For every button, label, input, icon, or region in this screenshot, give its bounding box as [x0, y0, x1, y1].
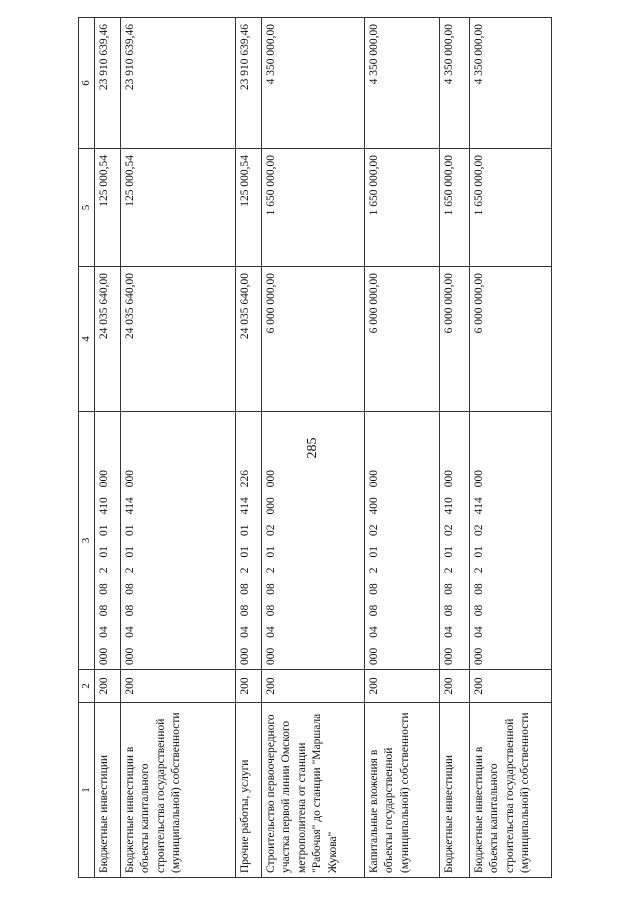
column-header: 4	[79, 267, 95, 412]
code-part: 2	[367, 567, 380, 574]
code-part: 000	[264, 470, 277, 488]
row-name: Капитальные вложения в объекты государственной (муниципальной) собственности	[364, 703, 439, 878]
code-part: 000	[238, 647, 251, 665]
code-part: 08	[238, 604, 251, 617]
code-part: 08	[367, 604, 380, 617]
code-part: 2	[442, 567, 455, 574]
budget-table	[78, 17, 552, 878]
code-part: 08	[442, 604, 455, 617]
row-name: Бюджетные инвестиции в объекты капитального строительства государственной (муниципальной) собственности	[469, 703, 551, 878]
code-part: 000	[123, 470, 136, 488]
amount-col5: 125 000,54	[120, 149, 235, 267]
classification-code	[235, 412, 261, 670]
code-part: 2	[97, 567, 110, 574]
classification-code	[469, 412, 551, 670]
column-header: 1	[79, 703, 95, 878]
code-part: 000	[123, 647, 136, 665]
column-header: 6	[79, 18, 95, 149]
code-part: 000	[97, 647, 110, 665]
code-part: 000	[264, 647, 277, 665]
classification-code	[439, 412, 469, 670]
code-part: 01	[238, 524, 251, 536]
amount-col4: 24 035 640,00	[120, 267, 235, 412]
code-part: 01	[238, 546, 251, 558]
code-part: 04	[472, 626, 485, 638]
amount-col5: 1 650 000,00	[439, 149, 469, 267]
code-part: 08	[442, 583, 455, 595]
amount-col4: 6 000 000,00	[469, 267, 551, 412]
classification-code	[120, 412, 235, 670]
code-part: 410	[442, 497, 455, 515]
amount-col6: 4 350 000,00	[439, 18, 469, 149]
code-part: 2	[264, 567, 277, 574]
code-part: 01	[264, 546, 277, 558]
code-part: 08	[264, 604, 277, 617]
code-part: 410	[97, 497, 110, 515]
table-row	[439, 18, 469, 878]
row-code: 200	[364, 670, 439, 703]
code-part: 000	[442, 647, 455, 665]
amount-col4: 6 000 000,00	[439, 267, 469, 412]
amount-col6: 23 910 639,46	[94, 18, 120, 149]
code-part: 414	[472, 497, 485, 515]
code-part: 226	[238, 470, 251, 488]
code-part: 2	[123, 567, 136, 574]
code-part: 000	[97, 470, 110, 488]
column-header: 3	[79, 412, 95, 670]
code-part: 000	[367, 647, 380, 665]
code-part: 01	[472, 546, 485, 558]
row-code: 200	[439, 670, 469, 703]
classification-code	[364, 412, 439, 670]
classification-code	[94, 412, 120, 670]
rotated-table-container	[78, 18, 550, 878]
table-row	[364, 18, 439, 878]
code-part: 08	[472, 604, 485, 617]
row-name: Строительство первоочередного участка первой линии Омского метрополитена от станции "Рабочая" до станции "Маршала Жукова"	[261, 703, 364, 878]
code-part: 02	[367, 524, 380, 536]
table-row	[261, 18, 364, 878]
row-name: Бюджетные инвестиции	[439, 703, 469, 878]
code-part: 08	[367, 583, 380, 595]
code-part: 2	[472, 567, 485, 574]
amount-col5: 1 650 000,00	[364, 149, 439, 267]
row-code: 200	[469, 670, 551, 703]
code-part: 414	[123, 497, 136, 515]
amount-col5: 125 000,54	[94, 149, 120, 267]
code-part: 04	[238, 626, 251, 638]
code-part: 01	[367, 546, 380, 558]
code-part: 08	[97, 604, 110, 617]
code-part: 04	[264, 626, 277, 638]
code-part: 08	[238, 583, 251, 595]
amount-col4: 6 000 000,00	[364, 267, 439, 412]
amount-col6: 23 910 639,46	[120, 18, 235, 149]
code-part: 04	[123, 626, 136, 638]
row-code: 200	[120, 670, 235, 703]
table-row	[235, 18, 261, 878]
code-part: 000	[472, 470, 485, 488]
row-name: Бюджетные инвестиции в объекты капитального строительства государственной (муниципальной) собственности	[120, 703, 235, 878]
amount-col6: 4 350 000,00	[364, 18, 439, 149]
amount-col5: 1 650 000,00	[469, 149, 551, 267]
code-part: 04	[367, 626, 380, 638]
code-part: 01	[97, 524, 110, 536]
amount-col4: 24 035 640,00	[235, 267, 261, 412]
row-name: Бюджетные инвестиции	[94, 703, 120, 878]
code-part: 000	[264, 497, 277, 515]
page-number: 285	[305, 437, 320, 459]
column-number-row	[79, 18, 95, 878]
code-part: 2	[238, 567, 251, 574]
amount-col6: 23 910 639,46	[235, 18, 261, 149]
code-part: 08	[123, 583, 136, 595]
row-name: Прочие работы, услуги	[235, 703, 261, 878]
table-row	[469, 18, 551, 878]
code-part: 000	[472, 647, 485, 665]
code-part: 08	[264, 583, 277, 595]
code-part: 08	[123, 604, 136, 617]
code-part: 04	[97, 626, 110, 638]
code-part: 02	[472, 524, 485, 536]
amount-col5: 125 000,54	[235, 149, 261, 267]
row-code: 200	[261, 670, 364, 703]
amount-col4: 24 035 640,00	[94, 267, 120, 412]
code-part: 400	[367, 497, 380, 515]
classification-code	[261, 412, 364, 670]
row-code: 200	[235, 670, 261, 703]
code-part: 01	[123, 546, 136, 558]
code-part: 04	[442, 626, 455, 638]
code-part: 414	[238, 497, 251, 515]
code-part: 000	[442, 470, 455, 488]
amount-col4: 6 000 000,00	[261, 267, 364, 412]
amount-col6: 4 350 000,00	[261, 18, 364, 149]
column-header: 5	[79, 149, 95, 267]
row-code: 200	[94, 670, 120, 703]
code-part: 01	[442, 546, 455, 558]
code-part: 01	[123, 524, 136, 536]
code-part: 02	[264, 524, 277, 536]
code-part: 000	[367, 470, 380, 488]
table-row	[94, 18, 120, 878]
amount-col6: 4 350 000,00	[469, 18, 551, 149]
code-part: 08	[472, 583, 485, 595]
code-part: 08	[97, 583, 110, 595]
amount-col5: 1 650 000,00	[261, 149, 364, 267]
code-part: 01	[97, 546, 110, 558]
column-header: 2	[79, 670, 95, 703]
table-row	[120, 18, 235, 878]
code-part: 02	[442, 524, 455, 536]
